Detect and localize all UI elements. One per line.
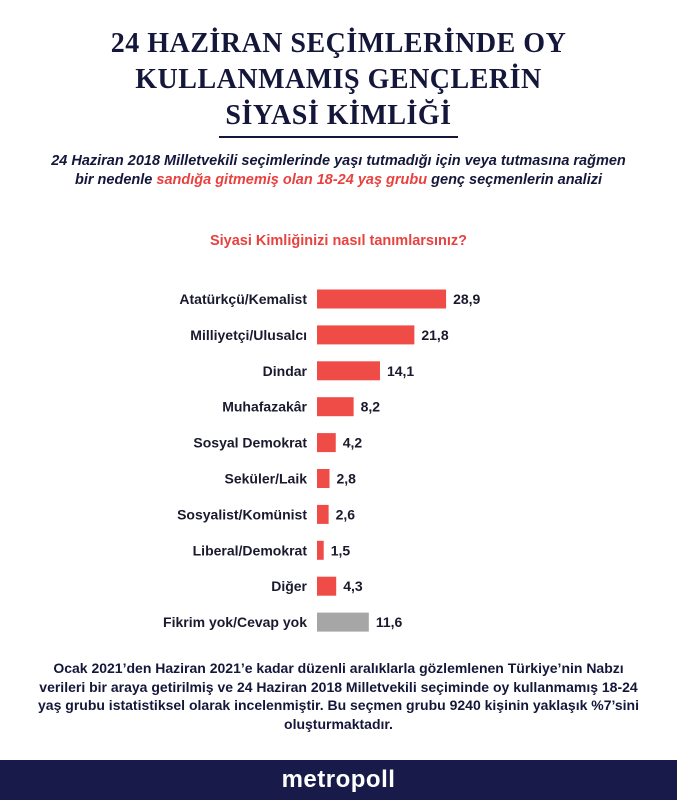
- value-label: 1,5: [330, 542, 351, 559]
- value-label: 21,8: [421, 326, 449, 343]
- category-label: Diğer: [271, 578, 307, 595]
- bar: [317, 613, 369, 632]
- footer-bar: [0, 760, 677, 800]
- subtitle-part-2: genç seçmenlerin analizi: [427, 172, 603, 188]
- title-line-3: SİYASİ KİMLİĞİ: [219, 98, 457, 138]
- category-label: Dindar: [262, 362, 307, 379]
- page-title: [0, 26, 677, 138]
- bar: [317, 290, 446, 309]
- footnote: Ocak 2021’den Haziran 2021’e kadar düzenli aralıklarla gözlemlenen Türkiye’nin Nabzı verileri bir araya getirilmiş ve 24 Haziran 2018 Milletvekili seçiminde oy kullanmamış 18-24 yaş grubu istatistiksel olarak incelenmiştir. Bu seçmen grubu 9240 kişinin yaklaşık %7’sini oluşturmaktadır.: [38, 660, 639, 732]
- category-label: Muhafazakâr: [222, 398, 307, 415]
- value-label: 8,2: [360, 398, 381, 415]
- category-label: Liberal/Demokrat: [192, 542, 307, 559]
- value-label: 4,2: [342, 434, 363, 451]
- value-label: 2,8: [336, 470, 356, 487]
- bar: [317, 469, 330, 488]
- bar: [317, 505, 329, 524]
- subtitle: [40, 152, 637, 190]
- category-label: Fikrim yok/Cevap yok: [163, 614, 307, 631]
- category-label: Seküler/Laik: [224, 470, 307, 487]
- subtitle-part-1: 24 Haziran 2018 Milletvekili seçimlerinde yaşı tutmadığı için veya tutmasına rağmen bir nedenle: [51, 153, 626, 188]
- bar: [317, 541, 324, 560]
- title-line-1: 24 HAZİRAN SEÇİMLERİNDE OY: [110, 28, 567, 59]
- value-label: 2,6: [335, 506, 356, 523]
- chart-title: Siyasi Kimliğinizi nasıl tanımlarsınız?: [209, 233, 468, 249]
- category-label: Milliyetçi/Ulusalcı: [190, 326, 307, 343]
- bar: [317, 361, 380, 380]
- bar: [317, 325, 414, 344]
- value-label: 11,6: [375, 614, 403, 631]
- value-label: 4,3: [343, 578, 363, 595]
- bar: [317, 397, 354, 416]
- bar: [317, 577, 336, 596]
- category-label: Sosyal Demokrat: [193, 434, 307, 451]
- bar: [317, 433, 336, 452]
- brand-logo: metropoll: [281, 766, 396, 793]
- category-label: Atatürkçü/Kemalist: [179, 291, 307, 307]
- value-label: 14,1: [386, 362, 415, 379]
- category-label: Sosyalist/Komünist: [177, 506, 307, 523]
- value-label: 28,9: [453, 291, 481, 307]
- subtitle-highlight: sandığa gitmemiş olan 18-24 yaş grubu: [156, 172, 428, 188]
- title-line-2: KULLANMAMIŞ GENÇLERİN: [135, 64, 542, 95]
- bar-chart: [0, 278, 677, 638]
